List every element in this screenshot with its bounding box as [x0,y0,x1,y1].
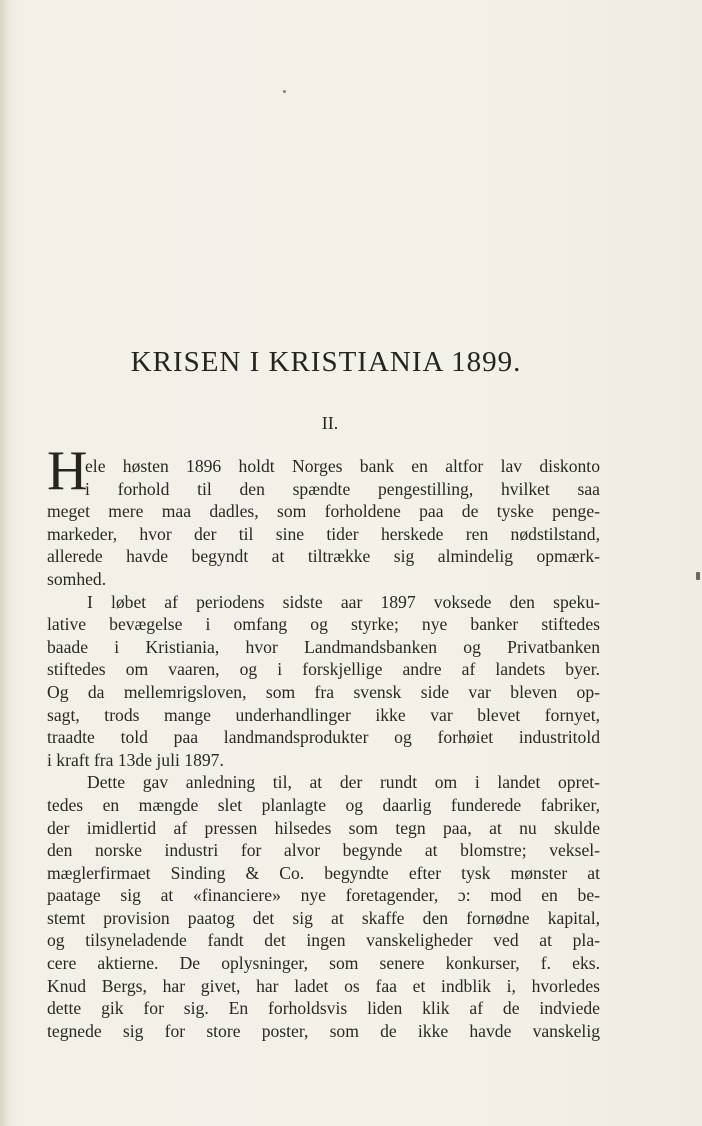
text-line: cere aktierne. De oplysninger, som senere konkurser, f. eks. [47,953,600,974]
text-line: paatage sig at «financiere» nye foretagender, ɔ: mod en be- [47,885,600,906]
text-line: Knud Bergs, har givet, har ladet os faa et indblik i, hvorledes [47,975,600,996]
text-line: den norske industri for alvor begynde at blomstre; veksel- [47,840,600,861]
text-line: der imidlertid af pressen hilsedes som tegn paa, at nu skulde [47,817,600,838]
text-line: traadte told paa landmandsprodukter og forhøiet industritold [47,727,600,748]
page-speck [283,90,286,93]
text-line: stiftedes om vaaren, og i forskjellige andre af landets byer. [47,659,600,680]
text-line: baade i Kristiania, hvor Landmandsbanken og Privatbanken [47,636,600,657]
text-line: dette gik for sig. En forholdsvis liden klik af de indviede [47,998,600,1019]
text-line: Dette gav anledning til, at der rundt om i landet opret- [87,772,600,793]
text-line: i forhold til den spændte pengestilling, hvilket saa [85,478,600,499]
text-line: lative bevægelse i omfang og styrke; nye banker stiftedes [47,614,600,635]
text-line: mæglerfirmaet Sinding & Co. begyndte efter tysk mønster at [47,862,600,883]
section-number: II. [321,413,339,433]
text-line: Og da mellemrigsloven, som fra svensk side var bleven op- [47,681,600,702]
page-edge-mark [696,572,700,580]
text-line: stemt provision paatog det sig at skaffe den fornødne kapital, [47,907,600,928]
text-line: og tilsyneladende fandt det ingen vanskeligheder ved at pla- [47,930,600,951]
body-text [47,455,600,1042]
text-line: tedes en mængde slet planlagte og daarlig funderede fabriker, [47,794,600,815]
page-gutter-shadow [0,0,10,1126]
text-line: sagt, trods mange underhandlinger ikke var blevet fornyet, [47,704,600,725]
text-line: ele høsten 1896 holdt Norges bank en altfor lav diskonto [85,456,600,476]
text-line: markeder, hvor der til sine tider herskede ren nødstilstand, [47,523,600,544]
text-line: allerede havde begyndt at tiltrække sig almindelig opmærk- [47,546,600,567]
text-line: meget mere maa dadles, som forholdene paa de tyske penge- [47,501,600,522]
text-line: i kraft fra 13de juli 1897. [47,749,224,770]
text-line: I løbet af periodens sidste aar 1897 voksede den speku- [87,591,600,612]
text-line: somhed. [47,568,107,589]
chapter-title: KRISEN I KRISTIANIA 1899. [130,346,522,378]
text-line: tegnede sig for store poster, som de ikke havde vanskelig [47,1020,600,1041]
drop-cap: H [47,440,88,502]
